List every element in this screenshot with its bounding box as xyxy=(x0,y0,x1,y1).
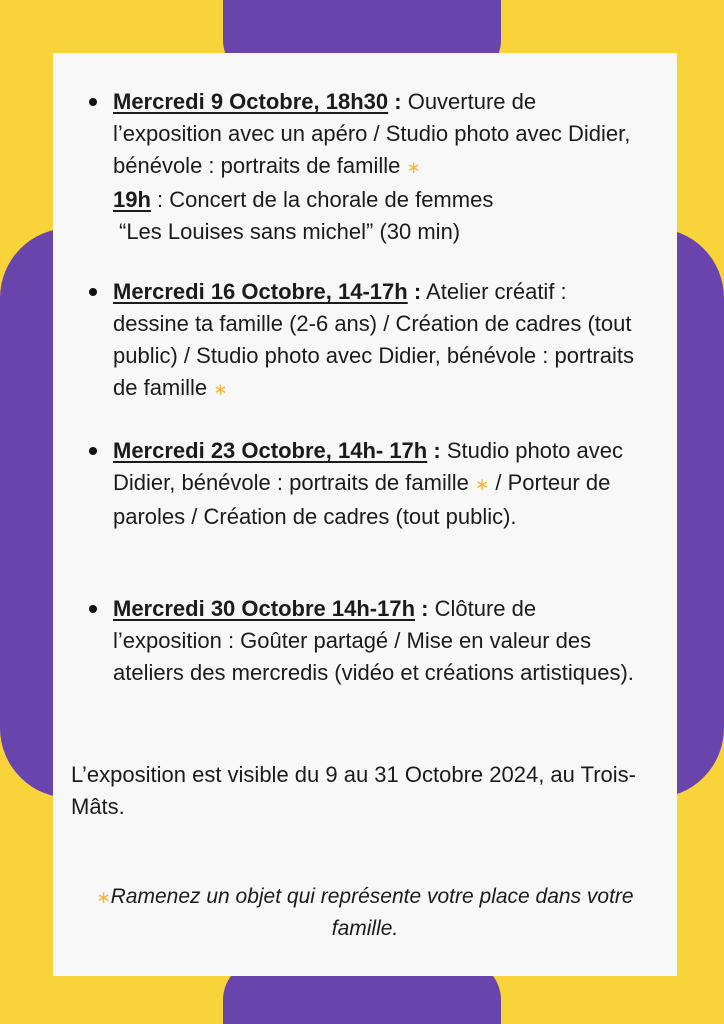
bullet-icon xyxy=(89,605,97,613)
event-date: Mercredi 16 Octobre, 14-17h xyxy=(113,279,408,304)
event-item-oct-23 xyxy=(113,435,643,533)
event-sub-time: 19h xyxy=(113,187,151,212)
event-text: Studio photo avec Didier, bénévole : portraits de famille xyxy=(113,438,623,495)
event-text-continued: / Porteur de paroles / Création de cadres (tout public). xyxy=(113,470,611,529)
bullet-icon xyxy=(89,288,97,296)
event-sub-text: : Concert de la chorale de femmes xyxy=(157,187,494,212)
bullet-icon xyxy=(89,447,97,455)
event-date: Mercredi 9 Octobre, 18h30 xyxy=(113,89,389,114)
footnote-text: Ramenez un objet qui représente votre place dans votre famille. xyxy=(110,885,634,940)
asterisk-icon: ∗ xyxy=(213,380,228,399)
asterisk-icon: ∗ xyxy=(96,888,111,907)
event-colon: : xyxy=(421,596,429,621)
event-text: Atelier créatif : dessine ta famille (2-6 ans) / Création de cadres (tout public) / Studio photo avec Didier, bénévole : portraits de famille xyxy=(113,279,634,400)
event-colon: : xyxy=(394,89,402,114)
event-text: Clôture de l’exposition : Goûter partagé / Mise en valeur des ateliers des mercredis (vidéo et créations artistiques). xyxy=(113,596,634,685)
event-item-oct-9 xyxy=(113,86,643,248)
event-date: Mercredi 23 Octobre, 14h- 17h xyxy=(113,438,428,463)
event-subline xyxy=(113,184,643,216)
event-sub-text-2: “Les Louises sans michel” (30 min) xyxy=(119,219,461,244)
bullet-icon xyxy=(89,98,97,106)
event-colon: : xyxy=(413,279,422,304)
event-text: Ouverture de l’exposition avec un apéro / Studio photo avec Didier, bénévole : portraits de famille xyxy=(113,89,631,178)
content-card xyxy=(53,53,677,976)
asterisk-icon: ∗ xyxy=(474,475,490,494)
exhibition-dates-text: L’exposition est visible du 9 au 31 Octobre 2024, au Trois-Mâts. xyxy=(71,762,637,819)
event-date: Mercredi 30 Octobre 14h-17h xyxy=(113,596,416,621)
event-item-oct-30 xyxy=(113,593,643,689)
asterisk-icon: ∗ xyxy=(406,158,421,177)
event-colon: : xyxy=(433,438,441,463)
event-item-oct-16 xyxy=(113,276,643,406)
footnote xyxy=(93,881,637,944)
